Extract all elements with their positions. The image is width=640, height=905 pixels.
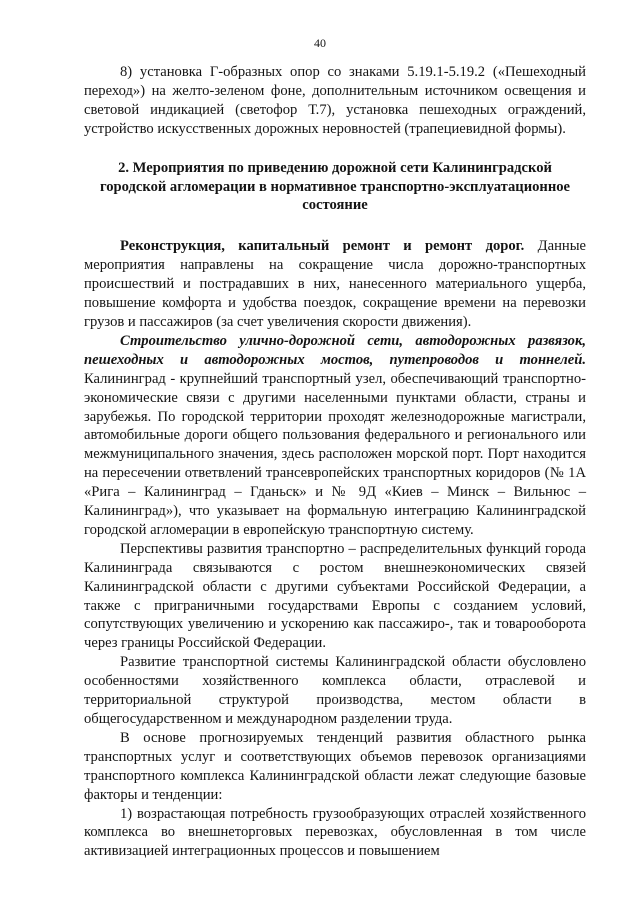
intro-paragraph: 8) установка Г-образных опор со знаками 5.19.1-5.19.2 («Пешеходный переход») на желто-зеленом фоне, дополнительным источником освещения и световой индикацией (светофор Т.7), установка пешеходных ограждений, устройство искусственных дорожных неровностей (трапециевидной формы). <box>84 64 586 137</box>
basis-paragraph: В основе прогнозируемых тенденций развития областного рынка транспортных услуг и соответствующих объемов перевозок организациями транспортного комплекса Калининградской области лежат следующие базовые факторы и тенденции: <box>84 729 586 803</box>
reconstruction-lead: Реконструкция, капитальный ремонт и ремонт дорог. <box>120 238 525 255</box>
construction-paragraph <box>84 332 586 540</box>
reconstruction-paragraph <box>84 237 586 332</box>
construction-lead: Строительство улично-дорожной сети, автодорожных развязок, пешеходных и автодорожных мостов, путепроводов и тоннелей. <box>84 332 586 368</box>
reconstruction-text: Данные мероприятия направлены на сокращение числа дорожно-транспортных происшествий и пострадавших в них, нанесенного материального ущерба, повышение комфорта и удобства поездок, сокращение времени на перевозки грузов и пассажиров (за счет увеличения скорости движения). <box>84 238 586 330</box>
construction-text: Калининград - крупнейший транспортный узел, обеспечивающий транспортно-экономические связи с другими населенными пунктами области, страны и зарубежья. По городской территории проходят железнодорожные магистрали, автомобильные дороги общего пользования федерального и регионального или межмуниципального значения, здесь расположен морской порт. Порт находится на пересечении ответвлений трансевропейских транспортных коридоров (№ 1А «Рига – Калининград – Гданьск» и № 9Д «Киев – Минск – Вильнюс – Калининград»), что указывает на формальную интеграцию Калининградской городской агломерации в европейскую транспортную систему. <box>84 370 586 538</box>
list-item-1: 1) возрастающая потребность грузообразующих отраслей хозяйственного комплекса во внешнеторговых перевозках, обусловленная в том числе активизацией интеграционных процессов и повышением <box>84 805 586 860</box>
document-body <box>84 63 586 861</box>
page-number: 40 <box>314 36 326 50</box>
prospects-paragraph: Перспективы развития транспортно – распределительных функций города Калининграда связываются с ростом внешнеэкономических связей Калининградской области с другими субъектами Российской Федерации, а также с приграничными государствами Европы с созданием условий, сопутствующих увеличению и ускорению как пассажиро-, так и товарооборота через границы Российской Федерации. <box>84 540 586 652</box>
development-paragraph: Развитие транспортной системы Калининградской области обусловлено особенностями хозяйственного комплекса области, отраслевой и территориальной структурой производства, местом области в общегосударственном и международном разделении труда. <box>84 654 586 727</box>
section-heading: 2. Мероприятия по приведению дорожной сети Калининградской городской агломерации в нормативное транспортно-эксплуатационное состояние <box>99 159 571 214</box>
